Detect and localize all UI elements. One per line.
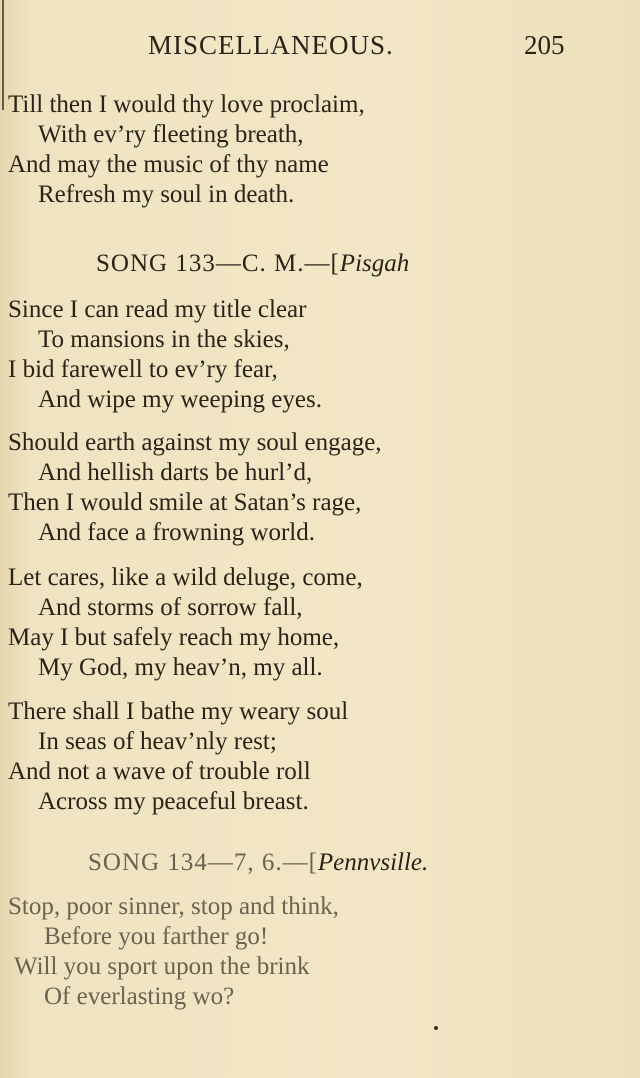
verse-line: Will you sport upon the brink [14,953,310,980]
running-header [0,28,640,64]
verse-line: Before you farther go! [44,923,269,950]
verse-line: Let cares, like a wild deluge, come, [8,564,363,591]
verse-line: May I but safely reach my home, [8,624,340,651]
verse-line: In seas of heav’nly rest; [38,728,277,755]
verse-line: And may the music of thy name [8,151,329,178]
verse-line: And face a frowning world. [38,519,315,546]
song-133-tune: Pisgah [339,250,410,277]
header-title: MISCELLANEOUS. [148,30,394,60]
verse-line: Then I would smile at Satan’s rage, [8,489,362,516]
song-133-title [96,249,409,279]
verse-line: I bid farewell to ev’ry fear, [8,356,278,383]
verse-line: Should earth against my soul engage, [8,429,382,456]
verse-line: With ev’ry fleeting breath, [38,121,304,148]
verse-line: My God, my heav’n, my all. [38,654,323,681]
verse-line: Stop, poor sinner, stop and think, [8,893,339,920]
song-133-number: SONG 133—C. M.—[ [96,250,340,277]
page-number: 205 [524,30,565,60]
verse-line: There shall I bathe my weary soul [8,698,349,725]
verse-line: And storms of sorrow fall, [38,594,303,621]
verse-line: Since I can read my title clear [8,296,307,323]
ink-speck [434,1026,438,1030]
song-134-title [88,848,428,878]
verse-line: Of everlasting wo? [44,983,235,1010]
verse-line: And wipe my weeping eyes. [38,386,322,413]
verse-line: Till then I would thy love proclaim, [8,91,365,118]
verse-line: To mansions in the skies, [38,326,290,353]
verse-line: Refresh my soul in death. [38,181,295,208]
verse-line: Across my peaceful breast. [38,788,309,815]
verse-line: And hellish darts be hurl’d, [38,459,313,486]
song-134-number: SONG 134—7, 6.—[ [88,849,318,876]
verse-line: And not a wave of trouble roll [8,758,311,785]
song-134-tune: Pennvsille. [317,849,429,876]
